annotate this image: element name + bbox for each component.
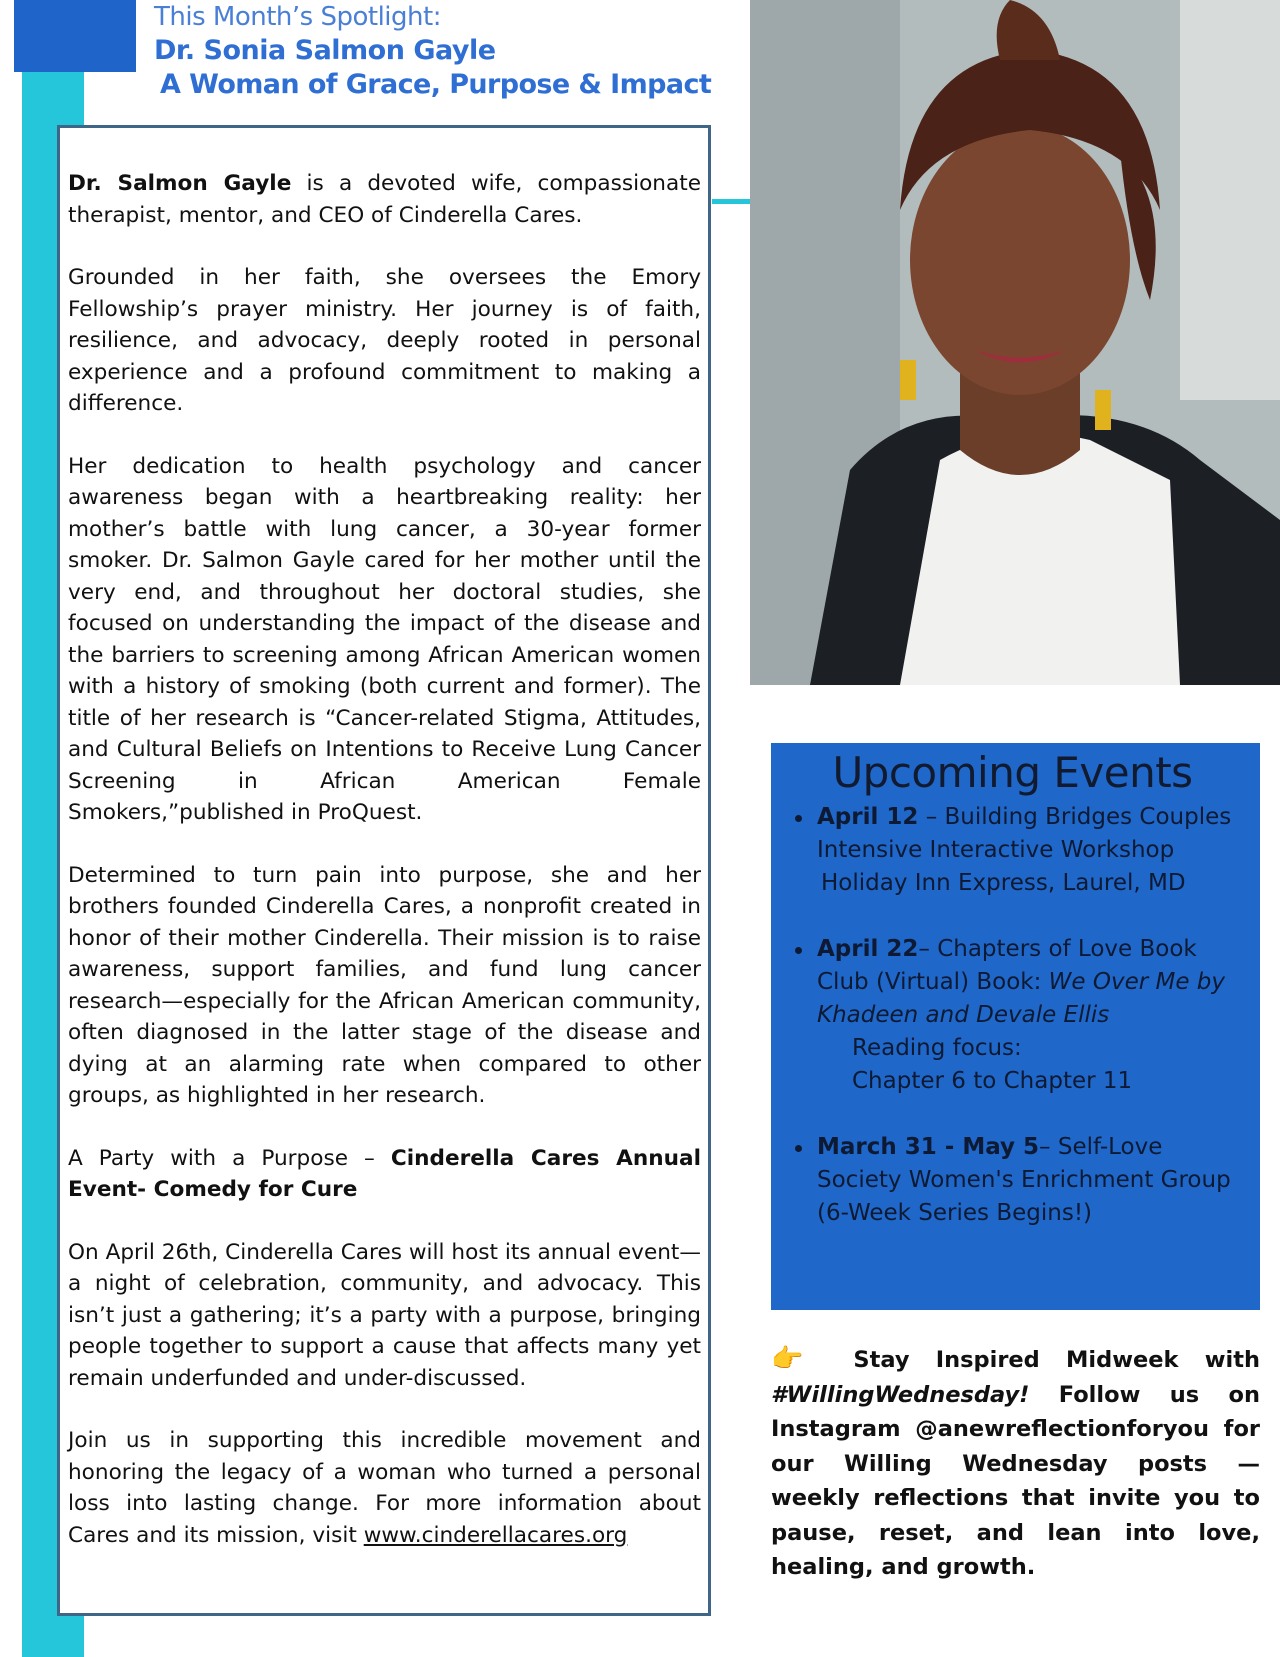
event-item [817,933,1254,1098]
pointing-hand-icon: 👉 [771,1344,804,1374]
article-paragraph-closing [68,1425,701,1551]
cinderella-cares-link[interactable]: www.cinderellacares.org [363,1522,628,1548]
social-text-body: Follow us on Instagram @anewreflectionforyou for our Willing Wednesday posts — weekly reflections that invite you to pause, reset, and lean into love, healing, and growth. [771,1381,1260,1580]
decorative-cyan-line [712,199,752,204]
event-separator: – [1039,1134,1058,1160]
event-date: April 22 [817,936,919,962]
article-intro-text: is a devoted wife, compassionate therapist, mentor, and CEO of Cinderella Cares. [68,171,701,228]
closing-text: Join us in supporting this incredible movement and honoring the legacy of a woman who turned a personal loss into lasting change. For more information about Cares and its mission, visit [68,1428,701,1548]
event-separator: – [918,804,945,830]
spotlight-name: Dr. Sonia Salmon Gayle [154,35,496,66]
portrait-illustration [750,0,1280,685]
portrait-photo [750,0,1280,685]
spotlight-header [154,0,714,102]
spotlight-kicker: This Month’s Spotlight: [154,2,441,32]
article-intro-name: Dr. Salmon Gayle [68,171,292,196]
event-title-plain: A Party with a Purpose – [68,1145,391,1171]
event-item [817,801,1254,900]
upcoming-events-panel [771,743,1260,1310]
spotlight-article [57,125,711,1616]
event-reading-focus-value: Chapter 6 to Chapter 11 [852,1068,1133,1094]
article-paragraph-event: On April 26th, Cinderella Cares will host its annual event—a night of celebration, community, and advocacy. This isn’t just a gathering; it’s a party with a purpose, bringing people together to support a cause that affects many yet remain underfunded and under-discussed. [68,1239,701,1391]
article-paragraph-nonprofit: Determined to turn pain into purpose, she and her brothers founded Cinderella Cares, a nonprofit created in honor of their mother Cinderella. Their mission is to raise awareness, support families, and fund lung cancer research—especially for the African American community, often diagnosed in the latter stage of the disease and dying at an alarming rate when compared to other groups, as highlighted in her research. [68,862,701,1108]
events-title: Upcoming Events [832,748,1193,797]
social-text-intro: Stay Inspired Midweek with [853,1347,1260,1373]
event-description: Building Bridges Couples Intensive Interactive Workshop [817,804,1232,863]
article-paragraph-event-title [68,1143,701,1206]
event-separator: – [918,936,938,962]
social-callout [771,1342,1260,1585]
events-list [771,801,1254,1230]
event-reading-focus-label: Reading focus: [852,1035,1022,1061]
event-note: (6-Week Series Begins!) [817,1200,1093,1226]
event-description: Chapters of Love Book Club (Virtual) Book: [817,936,1197,995]
article-paragraph-faith: Grounded in her faith, she oversees the Emory Fellowship’s prayer ministry. Her journey is of faith, resilience, and advocacy, deeply rooted in personal experience and a profound commitment to making a difference. [68,265,701,416]
social-hashtag: #WillingWednesday! [771,1381,1030,1408]
event-book-title: We Over Me by Khadeen and Devale Ellis [817,969,1226,1028]
event-date: March 31 - May 5 [817,1134,1040,1160]
event-date: April 12 [817,804,919,830]
article-paragraph-intro [68,168,701,231]
event-description: Self-Love Society Women's Enrichment Group [817,1134,1231,1193]
event-title-bold: Cinderella Cares Annual Event- Comedy for Cure [68,1145,701,1202]
event-item [817,1131,1254,1230]
event-location: Holiday Inn Express, Laurel, MD [821,870,1186,896]
decorative-blue-square [14,0,136,72]
spotlight-tagline: A Woman of Grace, Purpose & Impact [160,69,712,100]
article-paragraph-research: Her dedication to health psychology and cancer awareness began with a heartbreaking reality: her mother’s battle with lung cancer, a 30-year former smoker. Dr. Salmon Gayle cared for her mother until the very end, and throughout her doctoral studies, she focused on understanding the impact of the disease and the barriers to screening among African American women with a history of smoking (both current and former). The title of her research is “Cancer-related Stigma, Attitudes, and Cultural Beliefs on Intentions to Receive Lung Cancer Screening in African American Female Smokers,”published in ProQuest. [68,453,701,825]
